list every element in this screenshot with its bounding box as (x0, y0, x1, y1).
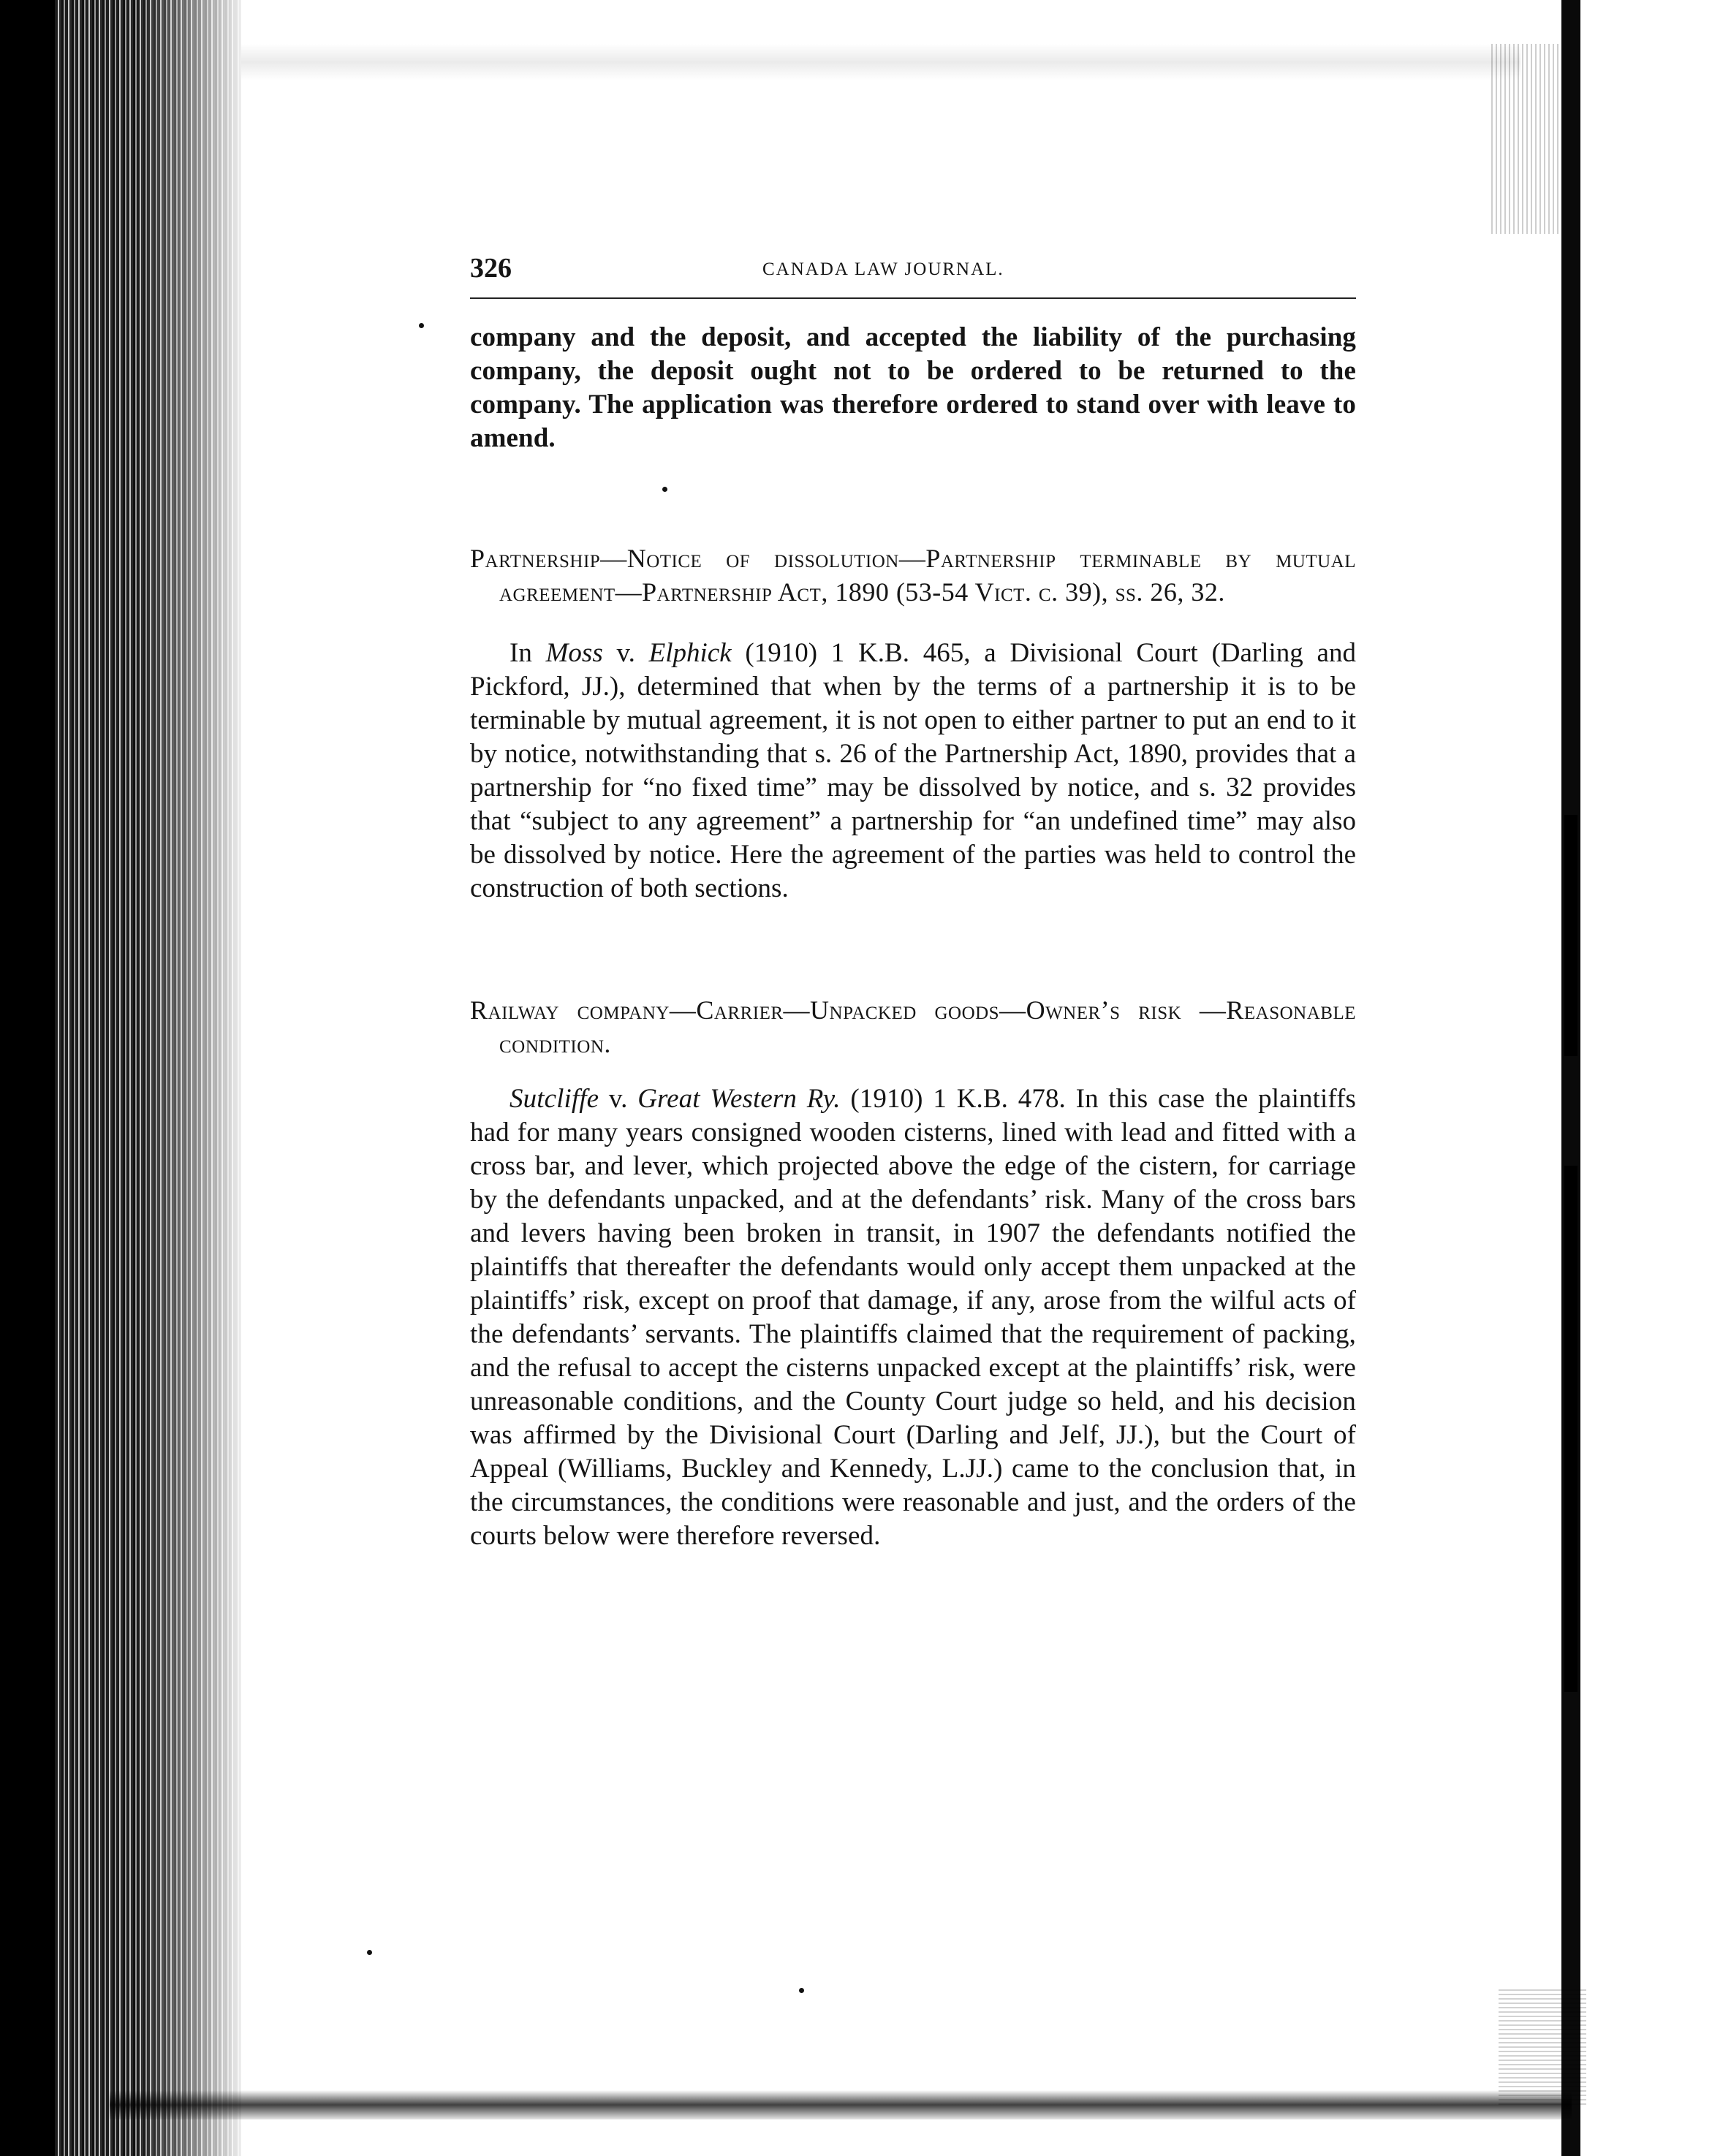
speck (419, 323, 424, 328)
speck (799, 1988, 804, 1993)
scan-border-bottom (110, 2090, 1572, 2119)
right-edge-mark (1564, 815, 1577, 1056)
lead-text: In (510, 638, 546, 668)
scan-border-left (0, 0, 55, 2156)
continued-paragraph: company and the deposit, and accepted the liability of the purchasing company, the deposit ought not to be ordered to be returned to the company. The application was therefore ordered to stand over with leave to amend. (470, 322, 1356, 453)
case-party: Elphick (648, 638, 732, 668)
page-gutter-shadow (139, 0, 249, 2156)
case-body: (1910) 1 K.B. 478. In this case the plaintiffs had for many years consigned wooden cisterns, lined with lead and fitted with a cross bar, and lever, which projected above the edge of the cistern, for carriage by the defendants unpacked, and at the defendants’ risk. Many of the cross bars and levers having been broken in transit, in 1907 the defendants notified the plaintiffs that thereafter the defendants would only accept them unpacked at the plaintiffs’ risk, except on proof that damage, if any, arose from the wilful acts of the defendants’ servants. The plaintiffs claimed that the requirement of packing, and the refusal to accept the cisterns unpacked except at the plaintiffs’ risk, were unreasonable conditions, and the County Court judge so held, and his decision was affirmed by the Divisional Court (Darling and Jelf, JJ.), but the Court of Appeal (Williams, Buckley and Kennedy, L.JJ.) came to the conclusion that, in the circumstances, the conditions were reasonable and just, and the orders of the courts below were therefore reversed. (470, 1084, 1357, 1551)
running-head (470, 252, 1356, 303)
journal-title: CANADA LAW JOURNAL. (762, 259, 1004, 279)
top-scan-shadow (241, 44, 1520, 80)
page-number: 326 (470, 253, 512, 284)
section-heading-partnership: Partnership—Notice of dissolution—Partnership terminable by mutual agreement—Partnership Act, 1890 (53-54 Vict. c. 39), ss. 26, 32. (470, 544, 1356, 607)
case-paragraph-moss (470, 637, 1356, 906)
case-paragraph-sutcliffe (470, 1082, 1356, 1553)
case-party: Great Western Ry. (637, 1084, 841, 1114)
case-body: (1910) 1 K.B. 465, a Divisional Court (Darling and Pickford, JJ.), determined that when by the terms of a partnership it is to be terminable by mutual agreement, it is not open to either partner to put an end to it by notice, notwithstanding that s. 26 of the Partnership Act, 1890, provides that a partnership for “no fixed time” may be dissolved by notice, and s. 32 provides that “subject to any agreement” a partnership for “an undefined time” may also be dissolved by notice. Here the agreement of the parties was held to control the construction of both sections. (470, 638, 1356, 903)
case-versus: v. (602, 638, 649, 668)
right-margin (1580, 0, 1712, 2156)
scan-border-right (1561, 0, 1580, 2156)
section-heading-railway: Railway company—Carrier—Unpacked goods—Owner’s risk —Reasonable condition. (470, 995, 1356, 1058)
page-corner-fringe (1499, 1988, 1586, 2105)
case-party: Moss (545, 638, 603, 668)
page-content (470, 252, 1356, 1553)
header-rule (470, 297, 1356, 299)
right-edge-mark (1564, 1166, 1577, 1692)
case-party: Sutcliffe (510, 1084, 599, 1114)
speck (367, 1950, 372, 1955)
case-versus: v. (599, 1084, 638, 1114)
